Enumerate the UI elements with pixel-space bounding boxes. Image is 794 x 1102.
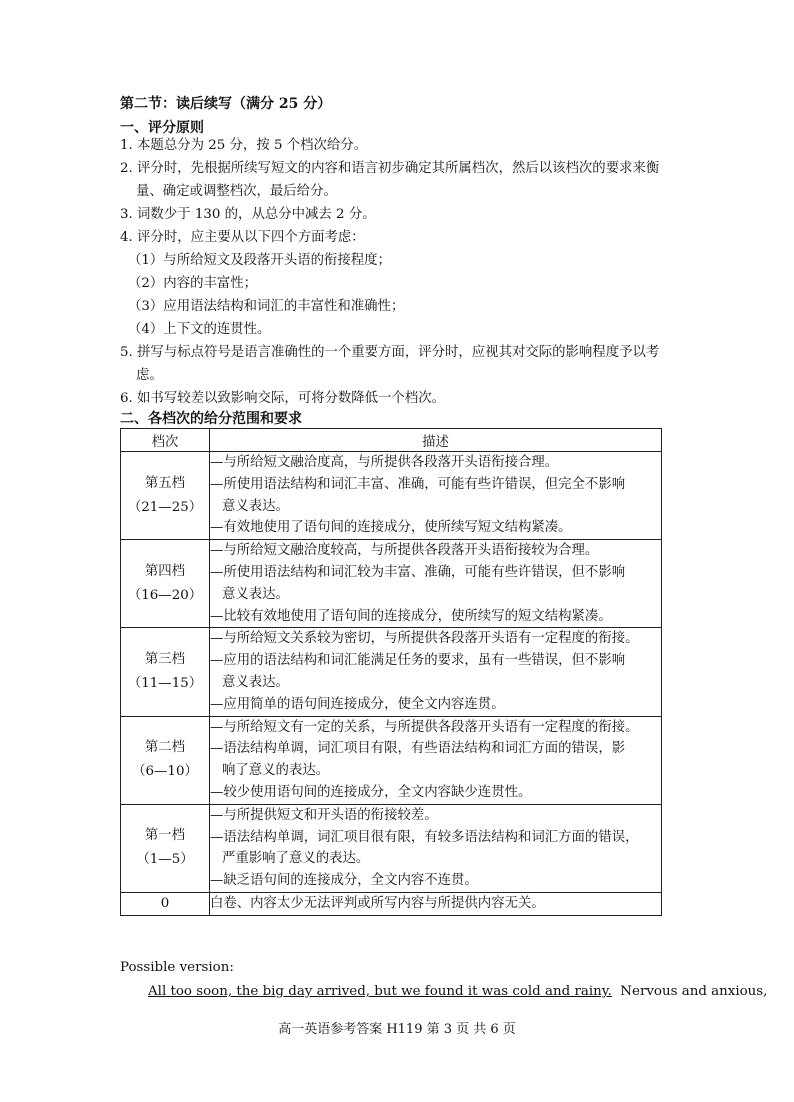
desc-cell: [210, 540, 662, 628]
table-row-zero: [121, 892, 662, 915]
desc-line: —与所给短文有一定的关系，与所提供各段落开头语有一定程度的衔接。: [210, 719, 639, 735]
level-range: （21—25）: [127, 499, 203, 515]
level-name: 第三档: [144, 651, 186, 667]
level-zero: 0: [121, 892, 210, 915]
desc-line: —应用简单的语句间连接成分，使全文内容连贯。: [210, 696, 505, 712]
desc-line: 意义表达。: [222, 674, 289, 690]
desc-line: 严重影响了意义的表达。: [222, 851, 370, 867]
desc-line: 意义表达。: [222, 586, 289, 602]
possible-version-label: Possible version:: [120, 960, 234, 975]
level-cell: [121, 452, 210, 540]
principle-4-item-4: （4）上下文的连贯性。: [128, 322, 271, 337]
header-level: 档次: [121, 429, 210, 452]
desc-cell: [210, 628, 662, 716]
desc-line: —语法结构单调，词汇项目有限，有些语法结构和词汇方面的错误，影: [210, 741, 626, 757]
table-row: [121, 716, 662, 804]
table-row: [121, 452, 662, 540]
desc-line: —有效地使用了语句间的连接成分，使所续写短文结构紧凑。: [210, 520, 572, 536]
level-name: 第五档: [144, 475, 186, 491]
desc-line: 响了意义的表达。: [222, 763, 330, 779]
desc-zero: 白卷、内容太少无法评判或所写内容与所提供内容无关。: [210, 892, 662, 915]
grading-table: [120, 428, 662, 916]
table-row: [121, 628, 662, 716]
desc-line: —比较有效地使用了语句间的连接成分，使所续写的短文结构紧凑。: [210, 608, 612, 624]
desc-line: —应用的语法结构和词汇能满足任务的要求，虽有一些错误，但不影响: [210, 653, 626, 669]
header-desc: 描述: [210, 429, 662, 452]
principle-5: 5. 拼写与标点符号是语言准确性的一个重要方面，评分时，应视其对交际的影响程度予以考: [120, 345, 660, 360]
level-range: （16—20）: [127, 587, 203, 603]
table-header-row: [121, 429, 662, 452]
desc-line: —与所给短文融洽度高，与所提供各段落开头语衔接合理。: [210, 455, 559, 470]
desc-line: 意义表达。: [222, 498, 289, 514]
desc-line: —与所给短文关系较为密切，与所提供各段落开头语有一定程度的衔接。: [210, 631, 639, 647]
principle-6: 6. 如书写较差以致影响交际，可将分数降低一个档次。: [120, 391, 446, 406]
desc-line: —与所给短文融洽度较高，与所提供各段落开头语衔接较为合理。: [210, 543, 599, 559]
level-name: 第四档: [144, 563, 186, 579]
desc-line: —较少使用语句间的连接成分，全文内容缺少连贯性。: [210, 784, 532, 800]
level-range: （6—10）: [132, 764, 198, 780]
principle-4: 4. 评分时，应主要从以下四个方面考虑：: [120, 230, 365, 245]
table-row: [121, 540, 662, 628]
possible-version-underlined: All too soon, the big day arrived, but we found it was cold and rainy.: [148, 984, 612, 999]
table-row: [121, 804, 662, 892]
principles-title: 一、评分原则: [120, 120, 204, 136]
principle-3: 3. 词数少于 130 的，从总分中减去 2 分。: [120, 207, 376, 222]
level-cell: [121, 804, 210, 892]
desc-cell: [210, 804, 662, 892]
principle-4-item-3: （3）应用语法结构和词汇的丰富性和准确性；: [128, 299, 405, 314]
principle-5-cont: 虑。: [136, 368, 163, 383]
level-range: （1—5）: [136, 852, 194, 868]
desc-line: —所使用语法结构和词汇丰富、准确，可能有些许错误，但完全不影响: [210, 476, 626, 492]
level-name: 第一档: [144, 828, 186, 844]
section-title: 第二节：读后续写（满分 25 分）: [120, 96, 332, 112]
principle-4-item-1: （1）与所给短文及段落开头语的衔接程度；: [128, 253, 391, 268]
levels-title: 二、各档次的给分范围和要求: [120, 411, 302, 427]
principle-4-item-2: （2）内容的丰富性；: [128, 276, 258, 291]
desc-line: —语法结构单调，词汇项目很有限，有较多语法结构和词汇方面的错误，: [210, 829, 639, 845]
level-cell: [121, 540, 210, 628]
level-range: （11—15）: [127, 675, 203, 691]
desc-cell: [210, 452, 662, 540]
desc-cell: [210, 716, 662, 804]
principle-1: 1. 本题总分为 25 分，按 5 个档次给分。: [120, 138, 368, 153]
desc-line: —与所提供短文和开头语的衔接较差。: [210, 807, 438, 823]
level-name: 第二档: [144, 740, 186, 756]
page-footer: 高一英语参考答案 H119 第 3 页 共 6 页: [278, 1022, 516, 1037]
desc-line: —所使用语法结构和词汇较为丰富、准确，可能有些许错误，但不影响: [210, 564, 626, 580]
principle-2: 2. 评分时，先根据所续写短文的内容和语言初步确定其所属档次，然后以该档次的要求来衡: [120, 161, 660, 176]
possible-version-rest: Nervous and anxious,: [620, 984, 768, 999]
level-cell: [121, 716, 210, 804]
desc-line: —缺乏语句间的连接成分，全文内容不连贯。: [210, 873, 478, 889]
principle-2-cont: 量、确定或调整档次，最后给分。: [136, 184, 337, 199]
level-cell: [121, 628, 210, 716]
possible-version-text: [148, 984, 767, 999]
